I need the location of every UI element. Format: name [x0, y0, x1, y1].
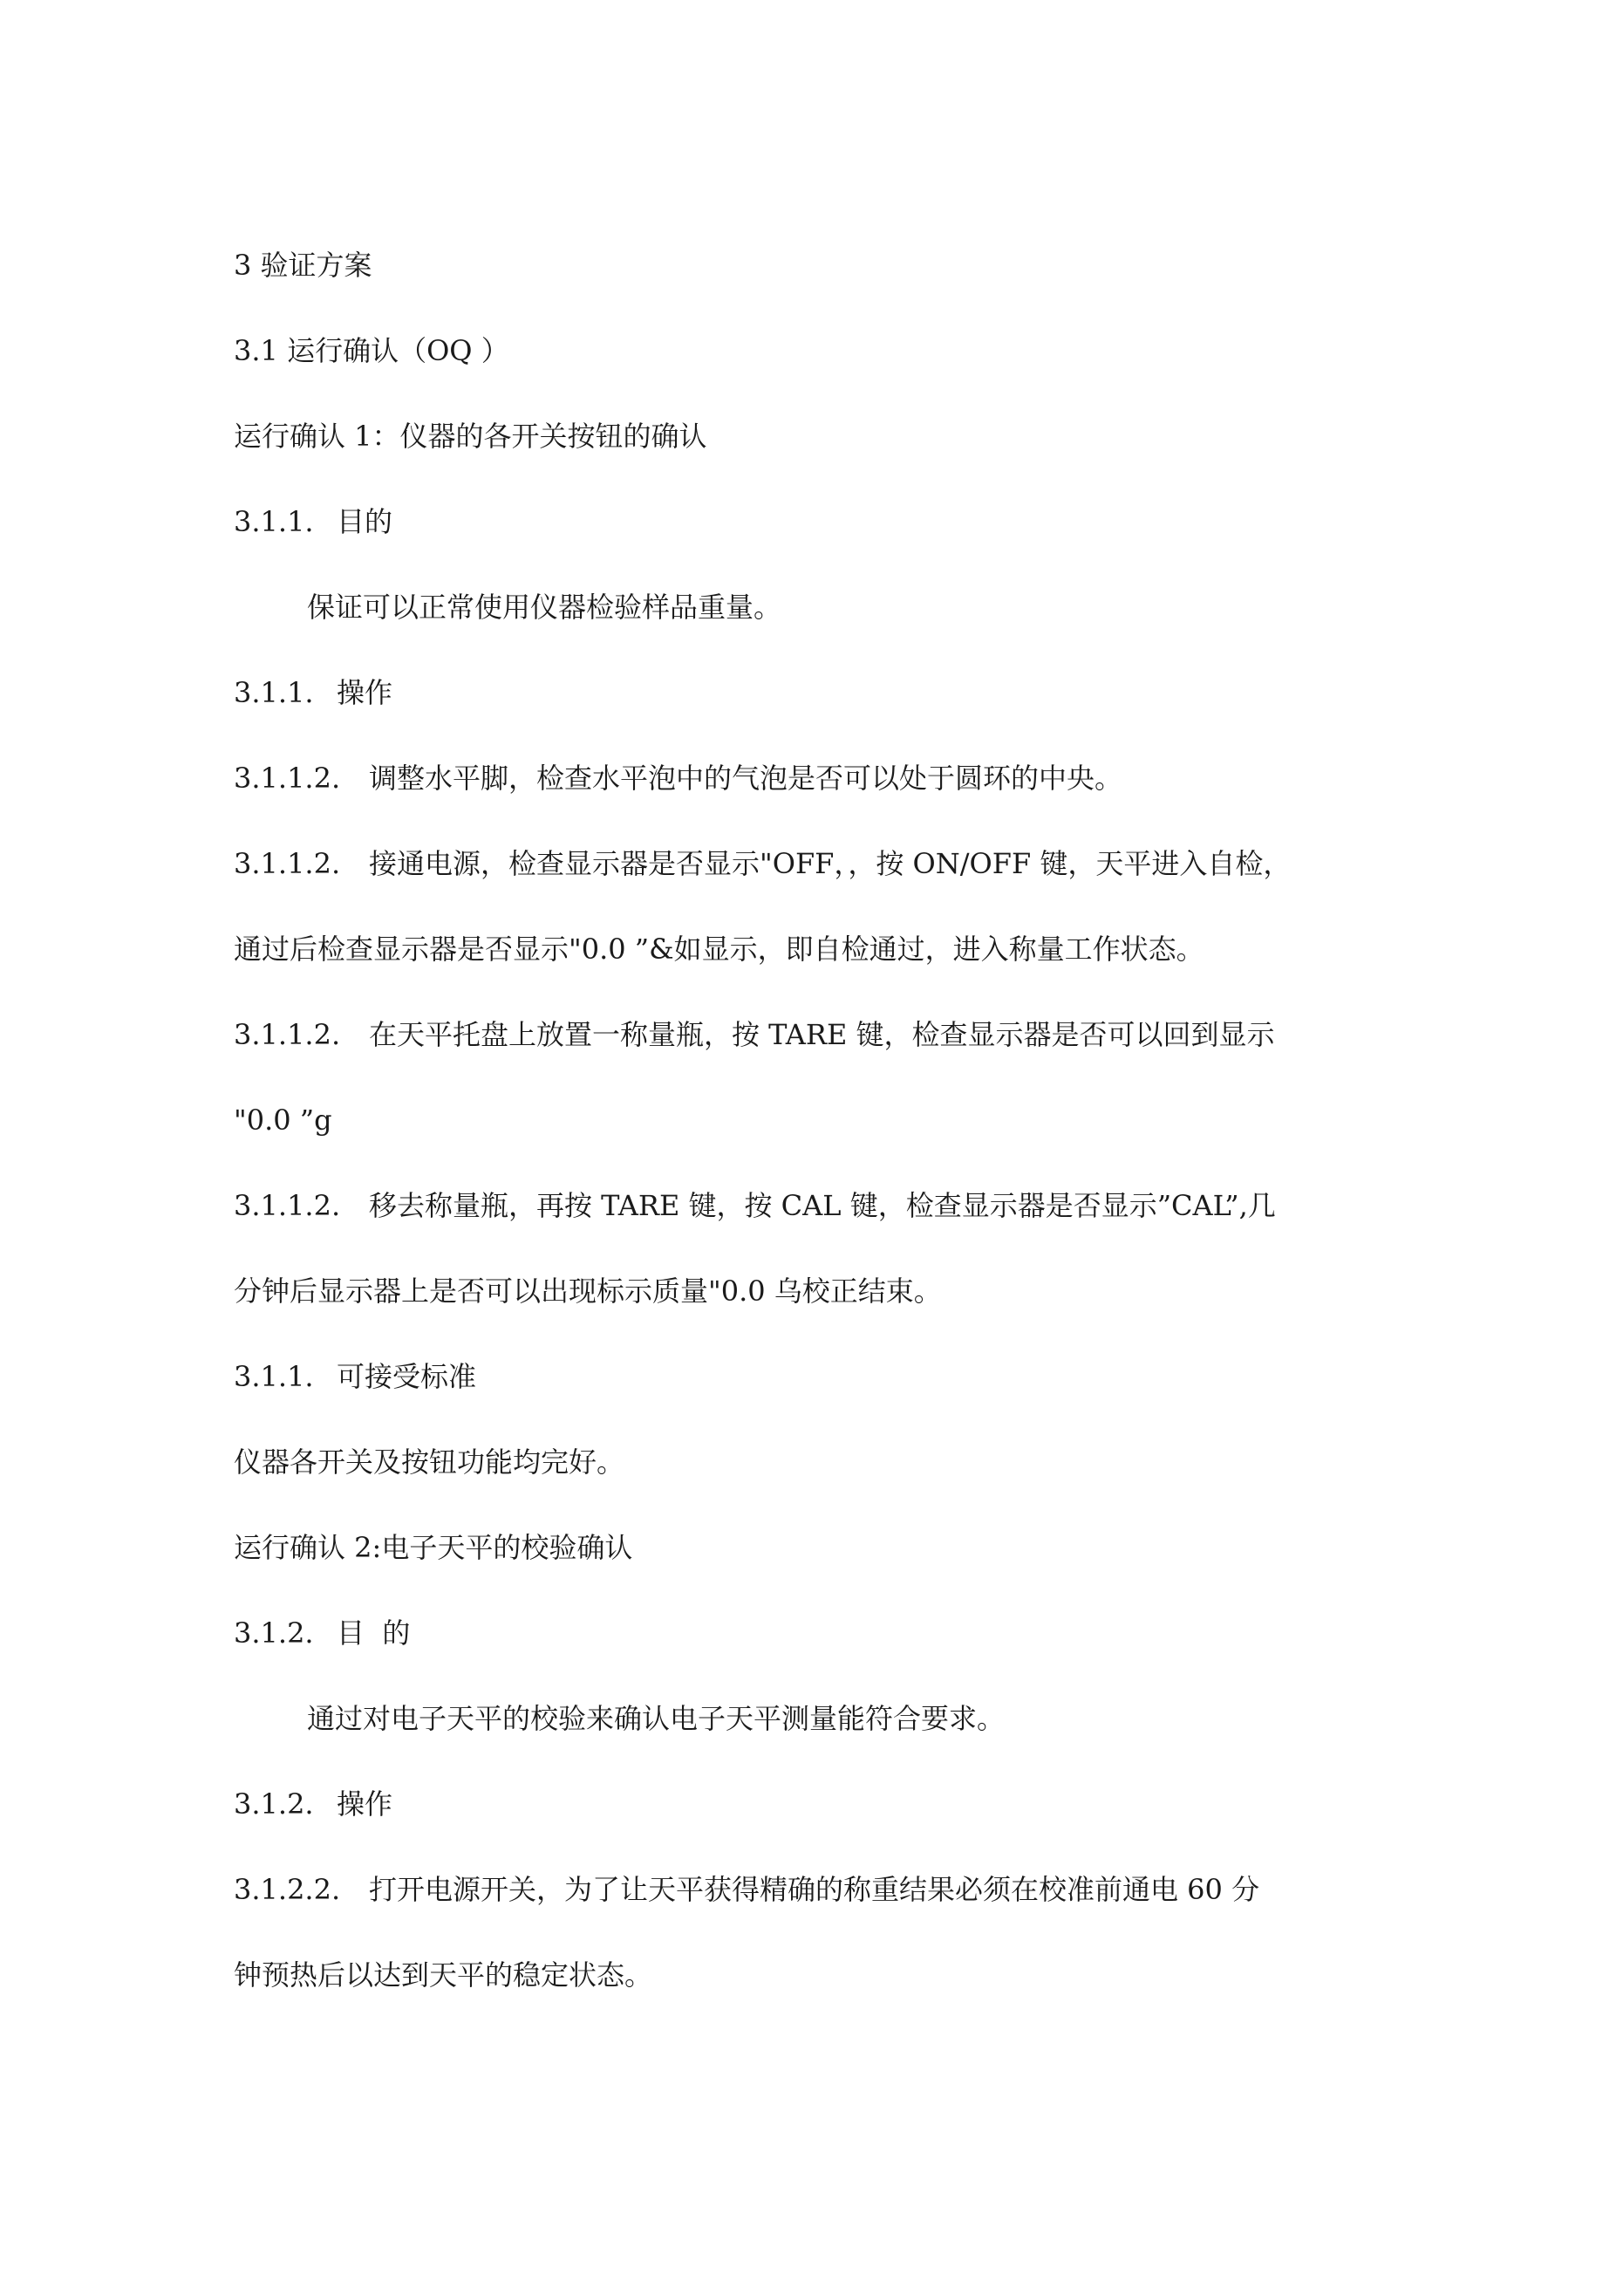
item-number: 3.1.1.2.: [234, 1018, 341, 1051]
item-number: 3.1.1.2.: [234, 847, 341, 880]
item-text: 操作: [337, 1787, 393, 1821]
item-number: 3.1.2.: [234, 1616, 314, 1650]
numbered-step: [234, 1188, 1276, 1223]
item-text: 操作: [337, 676, 393, 709]
numbered-heading: [234, 1616, 410, 1650]
numbered-step: [234, 1017, 1275, 1052]
paragraph: 仪器各开关及按钮功能均完好。: [234, 1445, 625, 1479]
numbered-step: [234, 846, 1291, 881]
item-number: 3.1.1.: [234, 505, 314, 538]
confirmation-title: 运行确认 2:电子天平的校验确认: [234, 1531, 633, 1564]
item-number: 3.1.1.2.: [234, 1189, 341, 1222]
paragraph: 保证可以正常使用仪器检验样品重量。: [307, 591, 782, 624]
item-text: 目的: [337, 505, 393, 538]
numbered-heading: [234, 1359, 476, 1394]
item-number: 3.1.1.: [234, 676, 314, 709]
item-number: 3.1.2.2.: [234, 1873, 341, 1906]
numbered-heading: [234, 504, 392, 539]
numbered-heading: [234, 1787, 392, 1821]
subsection-heading: 3.1 运行确认（OQ ）: [234, 334, 509, 367]
item-text: 接通电源，检查显示器是否显示"OFF，，按 ON/OFF 键，天平进入自检，: [369, 847, 1292, 880]
item-text: 打开电源开关，为了让天平获得精确的称重结果必须在校准前通电 60 分: [369, 1873, 1260, 1906]
step-continuation: 钟预热后以达到天平的稳定状态。: [234, 1958, 653, 1992]
numbered-step: [234, 761, 1122, 796]
numbered-step: [234, 1872, 1259, 1907]
paragraph: 通过对电子天平的校验来确认电子天平测量能符合要求。: [307, 1702, 1006, 1735]
confirmation-title: 运行确认 1：仪器的各开关按钮的确认: [234, 420, 707, 453]
item-text: 调整水平脚，检查水平泡中的气泡是否可以处于圆环的中央。: [369, 762, 1123, 795]
item-text: 移去称量瓶，再按 TARE 键，按 CAL 键，检查显示器是否显示”CAL”,几: [369, 1189, 1276, 1222]
item-text: 目 的: [337, 1616, 411, 1650]
item-number: 3.1.1.: [234, 1360, 314, 1393]
item-number: 3.1.2.: [234, 1787, 314, 1821]
step-continuation: 分钟后显示器上是否可以出现标示质量"0.0 乌校正结束。: [234, 1274, 942, 1308]
item-text: 在天平托盘上放置一称量瓶，按 TARE 键，检查显示器是否可以回到显示: [369, 1018, 1275, 1051]
step-continuation: "0.0 ”g: [234, 1104, 332, 1137]
numbered-heading: [234, 675, 392, 710]
section-heading: 3 验证方案: [234, 249, 372, 282]
step-continuation: 通过后检查显示器是否显示"0.0 ”&如显示，即自检通过，进入称量工作状态。: [234, 933, 1204, 966]
item-text: 可接受标准: [337, 1360, 477, 1393]
item-number: 3.1.1.2.: [234, 762, 341, 795]
